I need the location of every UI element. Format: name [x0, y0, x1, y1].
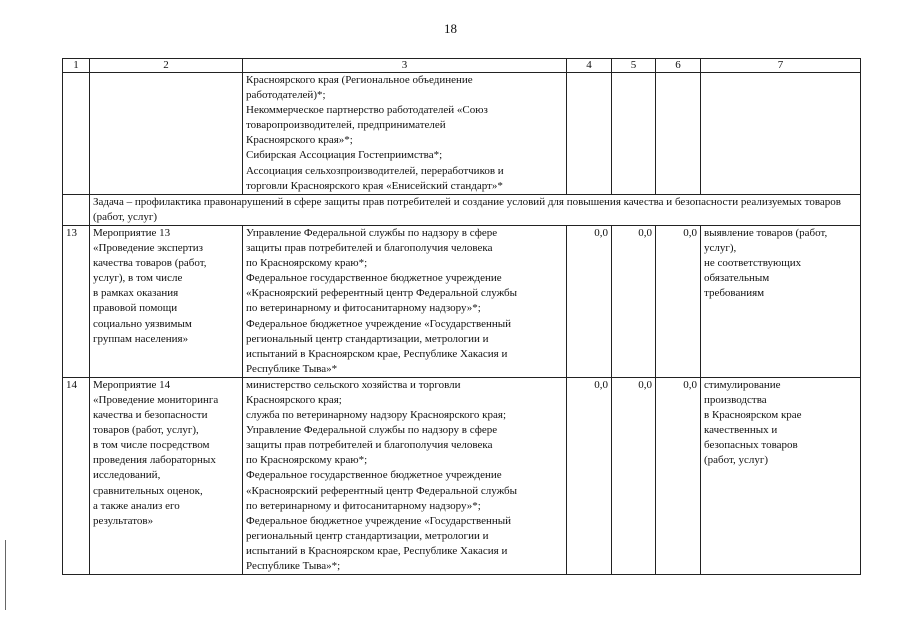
program-table — [62, 58, 861, 575]
executor-line: Федеральное бюджетное учреждение «Государственный — [246, 317, 512, 330]
header-cell: 3 — [243, 59, 567, 73]
executor-line: Управление Федеральной службы по надзору в сфере — [246, 226, 498, 239]
measure-title-line: Мероприятие 13 — [93, 226, 171, 239]
executor-line: «Красноярский референтный центр Федеральной службы — [246, 484, 518, 497]
measure-title-cell — [90, 225, 243, 377]
continuation-row — [63, 73, 861, 195]
measure-title-line: качества товаров (работ, — [93, 257, 207, 270]
value-cell: 0,0 — [612, 225, 656, 377]
executor-line: Федеральное бюджетное учреждение «Государственный — [246, 514, 512, 527]
executors-cell — [243, 225, 567, 377]
measure-title-line: качества и безопасности — [93, 409, 208, 422]
executor-line: Управление Федеральной службы по надзору в сфере — [246, 424, 498, 437]
value-cell: 0,0 — [567, 225, 612, 377]
header-row — [63, 59, 861, 73]
executor-line: Федеральное государственное бюджетное учреждение — [246, 469, 502, 482]
empty-cell — [63, 73, 90, 195]
measure-title-line: социально уязвимым — [93, 317, 192, 330]
header-cell: 4 — [567, 59, 612, 73]
header-cell: 2 — [90, 59, 243, 73]
result-line: производства — [704, 393, 767, 406]
measure-title-line: группам населения» — [93, 332, 189, 345]
measure-title-line: правовой помощи — [93, 302, 178, 315]
executor-line: министерство сельского хозяйства и торговли — [246, 378, 461, 391]
scan-edge-mark — [5, 540, 6, 610]
executors-cell — [243, 73, 567, 195]
result-line: в Красноярском крае — [704, 409, 802, 422]
measure-title-line: результатов» — [93, 514, 154, 527]
row-number: 13 — [63, 225, 90, 377]
table-row — [63, 377, 861, 574]
executor-line: торговли Красноярского края «Енисейский стандарт»* — [246, 179, 503, 192]
measure-title-line: услуг), в том числе — [93, 272, 183, 285]
measure-title-line: проведения лабораторных — [93, 454, 216, 467]
result-line: обязательным — [704, 272, 770, 285]
header-cell: 5 — [612, 59, 656, 73]
task-cell — [90, 194, 861, 225]
executor-line: Ассоциация сельхозпроизводителей, переработчиков и — [246, 164, 504, 177]
executor-line: работодателей)*; — [246, 89, 326, 102]
executor-line: Федеральное государственное бюджетное учреждение — [246, 272, 502, 285]
executor-line: защиты прав потребителей и благополучия человека — [246, 439, 493, 452]
empty-cell — [701, 73, 861, 195]
executor-line: региональный центр стандартизации, метрологии и — [246, 529, 489, 542]
executor-line: испытаний в Красноярском крае, Республике Хакасия и — [246, 347, 508, 360]
measure-title-line: в рамках оказания — [93, 287, 179, 300]
executor-line: по Красноярскому краю*; — [246, 454, 368, 467]
result-line: качественных и — [704, 424, 778, 437]
result-line: выявление товаров (работ, — [704, 226, 828, 239]
page-number: 18 — [444, 21, 457, 36]
row-number: 14 — [63, 377, 90, 574]
executor-line: товаропроизводителей, предпринимателей — [246, 119, 446, 132]
result-line: безопасных товаров — [704, 439, 798, 452]
header-cell: 6 — [656, 59, 701, 73]
executor-line: «Красноярский референтный центр Федеральной службы — [246, 287, 518, 300]
value-cell: 0,0 — [656, 225, 701, 377]
measure-title-cell — [90, 377, 243, 574]
table-row — [63, 225, 861, 377]
empty-cell — [567, 73, 612, 195]
result-line: услуг), — [704, 242, 737, 255]
executor-line: по ветеринарному и фитосанитарному надзору»*; — [246, 499, 481, 512]
executor-line: Красноярского края (Региональное объединение — [246, 74, 473, 86]
executor-line: служба по ветеринарному надзору Красноярского края; — [246, 409, 507, 422]
empty-cell — [612, 73, 656, 195]
result-line: (работ, услуг) — [704, 454, 769, 467]
result-line: требованиям — [704, 287, 765, 300]
task-text: Задача – профилактика правонарушений в сфере защиты прав потребителей и создание условий для повышения качества и безопасности реализуемых товаров (работ, услуг) — [93, 195, 841, 223]
executor-line: Республике Тыва»* — [246, 362, 338, 375]
header-cell: 7 — [701, 59, 861, 73]
executor-line: Сибирская Ассоциация Гостеприимства*; — [246, 149, 443, 162]
measure-title-line: исследований, — [93, 469, 161, 482]
value-cell: 0,0 — [612, 377, 656, 574]
measure-title-line: товаров (работ, услуг), — [93, 424, 199, 437]
result-cell — [701, 377, 861, 574]
measure-title-line: Мероприятие 14 — [93, 378, 171, 391]
measure-title-line: сравнительных оценок, — [93, 484, 203, 497]
executors-cell — [243, 377, 567, 574]
empty-cell — [63, 194, 90, 225]
executor-line: Красноярского края; — [246, 393, 342, 406]
empty-cell — [656, 73, 701, 195]
measure-title-line: «Проведение экспертиз — [93, 242, 204, 255]
result-line: не соответствующих — [704, 257, 802, 270]
executor-line: защиты прав потребителей и благополучия человека — [246, 242, 493, 255]
measure-title-line: «Проведение мониторинга — [93, 393, 219, 406]
empty-cell — [90, 73, 243, 195]
executor-line: Некоммерческое партнерство работодателей «Союз — [246, 104, 488, 117]
executor-line: Республике Тыва»*; — [246, 560, 341, 572]
executor-line: по Красноярскому краю*; — [246, 257, 368, 270]
executor-line: Красноярского края»*; — [246, 134, 353, 147]
executor-line: по ветеринарному и фитосанитарному надзору»*; — [246, 302, 481, 315]
executor-line: испытаний в Красноярском крае, Республике Хакасия и — [246, 544, 508, 557]
measure-title-line: а также анализ его — [93, 499, 180, 512]
executor-line: региональный центр стандартизации, метрологии и — [246, 332, 489, 345]
result-line: стимулирование — [704, 378, 781, 391]
result-cell — [701, 225, 861, 377]
task-row — [63, 194, 861, 225]
header-cell: 1 — [63, 59, 90, 73]
value-cell: 0,0 — [567, 377, 612, 574]
measure-title-line: в том числе посредством — [93, 439, 210, 452]
value-cell: 0,0 — [656, 377, 701, 574]
